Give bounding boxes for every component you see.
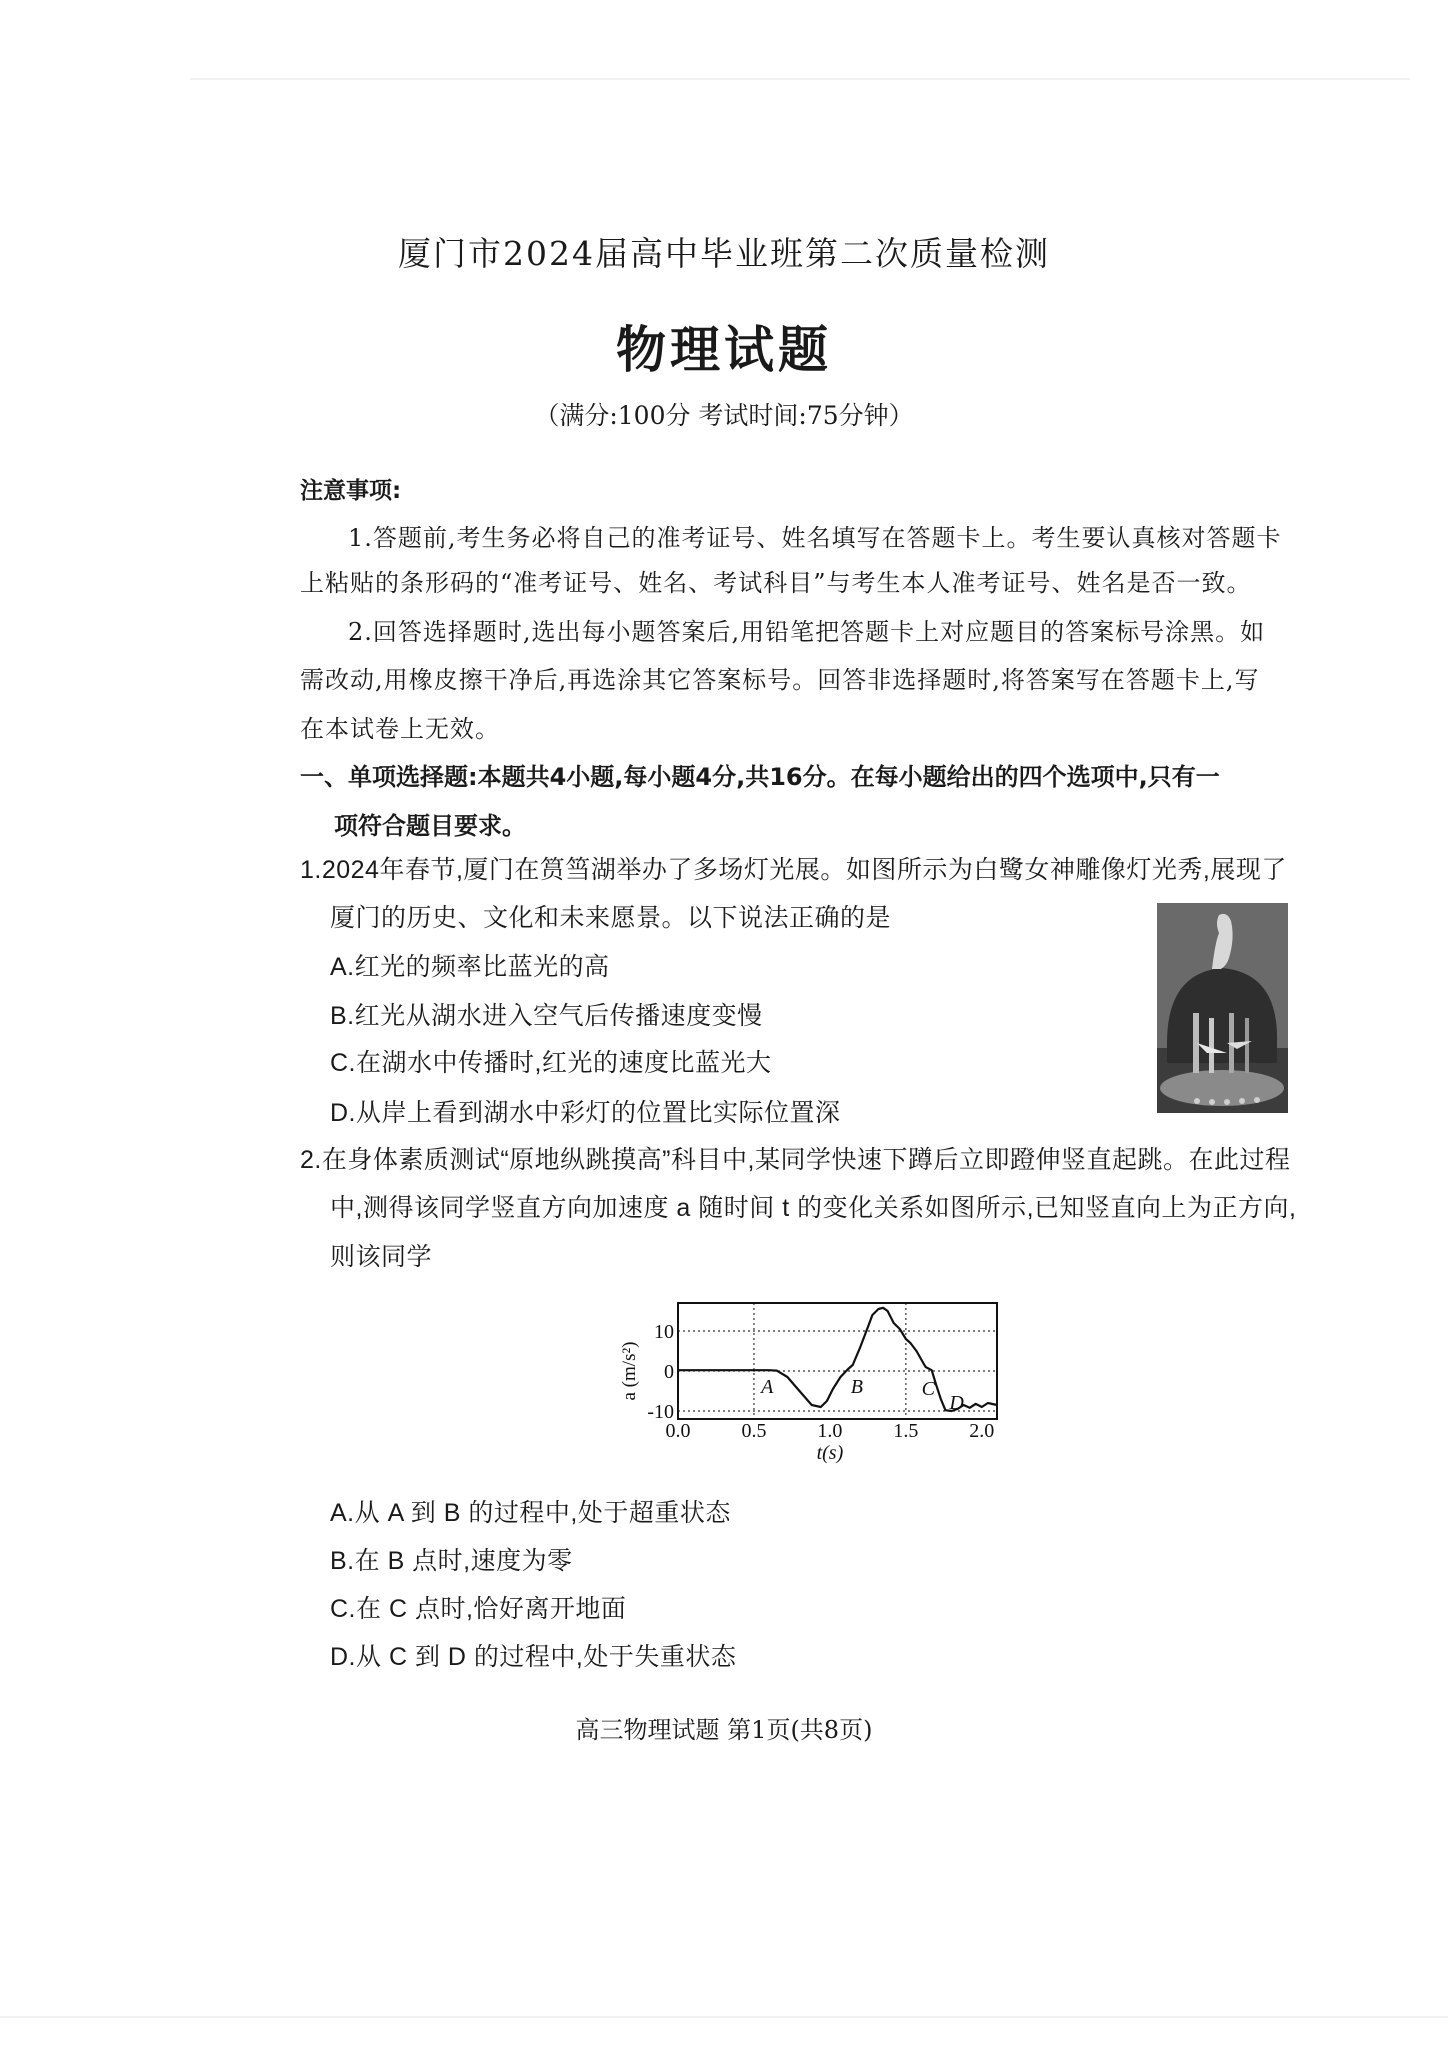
notice-line: 1.答题前,考生务必将自己的准考证号、姓名填写在答题卡上。考生要认真核对答题卡 [348,524,1282,552]
point-label-d: D [949,1392,964,1414]
question-2-option-d: D.从 C 到 D 的过程中,处于失重状态 [330,1643,737,1671]
x-tick-label: 0.0 [665,1420,691,1442]
scan-artifact-top [190,78,1410,80]
point-label-c: C [921,1378,936,1400]
question-2-option-c: C.在 C 点时,恰好离开地面 [330,1595,627,1623]
acceleration-time-chart [600,1290,1020,1470]
question-2-stem: 2.在身体素质测试“原地纵跳摸高”科目中,某同学快速下蹲后立即蹬伸竖直起跳。在此过程 [300,1146,1291,1174]
point-label-a: A [761,1376,774,1398]
question-1-stem: 1.2024年春节,厦门在筼筜湖举办了多场灯光展。如图所示为白鹭女神雕像灯光秀,展现了 [300,856,1287,884]
exam-info: （满分:100分 考试时间:75分钟） [534,401,914,430]
question-2-option-b: B.在 B 点时,速度为零 [330,1547,573,1575]
section-heading-cont: 项符合题目要求。 [334,812,526,840]
point-annotations [759,1376,964,1414]
notice-line: 2.回答选择题时,选出每小题答案后,用铅笔把答题卡上对应题目的答案标号涂黑。如 [348,618,1266,646]
scan-artifact-bottom [0,2016,1448,2018]
x-tick-label: 0.5 [741,1420,767,1442]
y-tick-label: 10 [654,1321,674,1343]
question-1-option-d: D.从岸上看到湖水中彩灯的位置比实际位置深 [330,1099,841,1127]
y-tick-labels [647,1321,674,1423]
statue-photo-drawing [1157,903,1288,1113]
question-1-option-c: C.在湖水中传播时,红光的速度比蓝光大 [330,1049,772,1077]
x-tick-labels [666,1420,995,1442]
egret-goddess-statue-photo [1157,903,1288,1113]
question-2-stem-cont: 则该同学 [330,1243,433,1271]
y-tick-label: -10 [647,1401,674,1423]
notice-line: 在本试卷上无效。 [300,715,500,743]
question-1-stem-cont: 厦门的历史、文化和未来愿景。以下说法正确的是 [330,904,892,932]
y-tick-label: 0 [664,1361,674,1383]
x-tick-label: 2.0 [969,1420,995,1442]
point-label-b: B [850,1376,863,1398]
section-heading: 一、单项选择题:本题共4小题,每小题4分,共16分。在每小题给出的四个选项中,只有一 [300,763,1220,791]
page-footer: 高三物理试题 第1页(共8页) [575,1716,873,1744]
notice-line: 上粘贴的条形码的“准考证号、姓名、考试科目”与考生本人准考证号、姓名是否一致。 [300,569,1252,597]
question-1-option-a: A.红光的频率比蓝光的高 [330,953,610,981]
x-axis-label: t(s) [816,1442,844,1464]
x-tick-label: 1.5 [893,1420,919,1442]
question-2-stem-cont: 中,测得该同学竖直方向加速度 a 随时间 t 的变化关系如图所示,已知竖直向上为正方向, [330,1194,1297,1222]
x-tick-label: 1.0 [817,1420,843,1442]
exam-title: 厦门市2024届高中毕业班第二次质量检测 [398,234,1050,273]
question-1-option-b: B.红光从湖水进入空气后传播速度变慢 [330,1002,763,1030]
notice-line: 需改动,用橡皮擦干净后,再选涂其它答案标号。回答非选择题时,将答案写在答题卡上,写 [300,666,1260,694]
subject-title: 物理试题 [616,320,832,379]
notice-heading: 注意事项: [300,478,402,504]
y-axis-label: a (m/s²) [619,1341,640,1401]
question-2-option-a: A.从 A 到 B 的过程中,处于超重状态 [330,1499,731,1527]
